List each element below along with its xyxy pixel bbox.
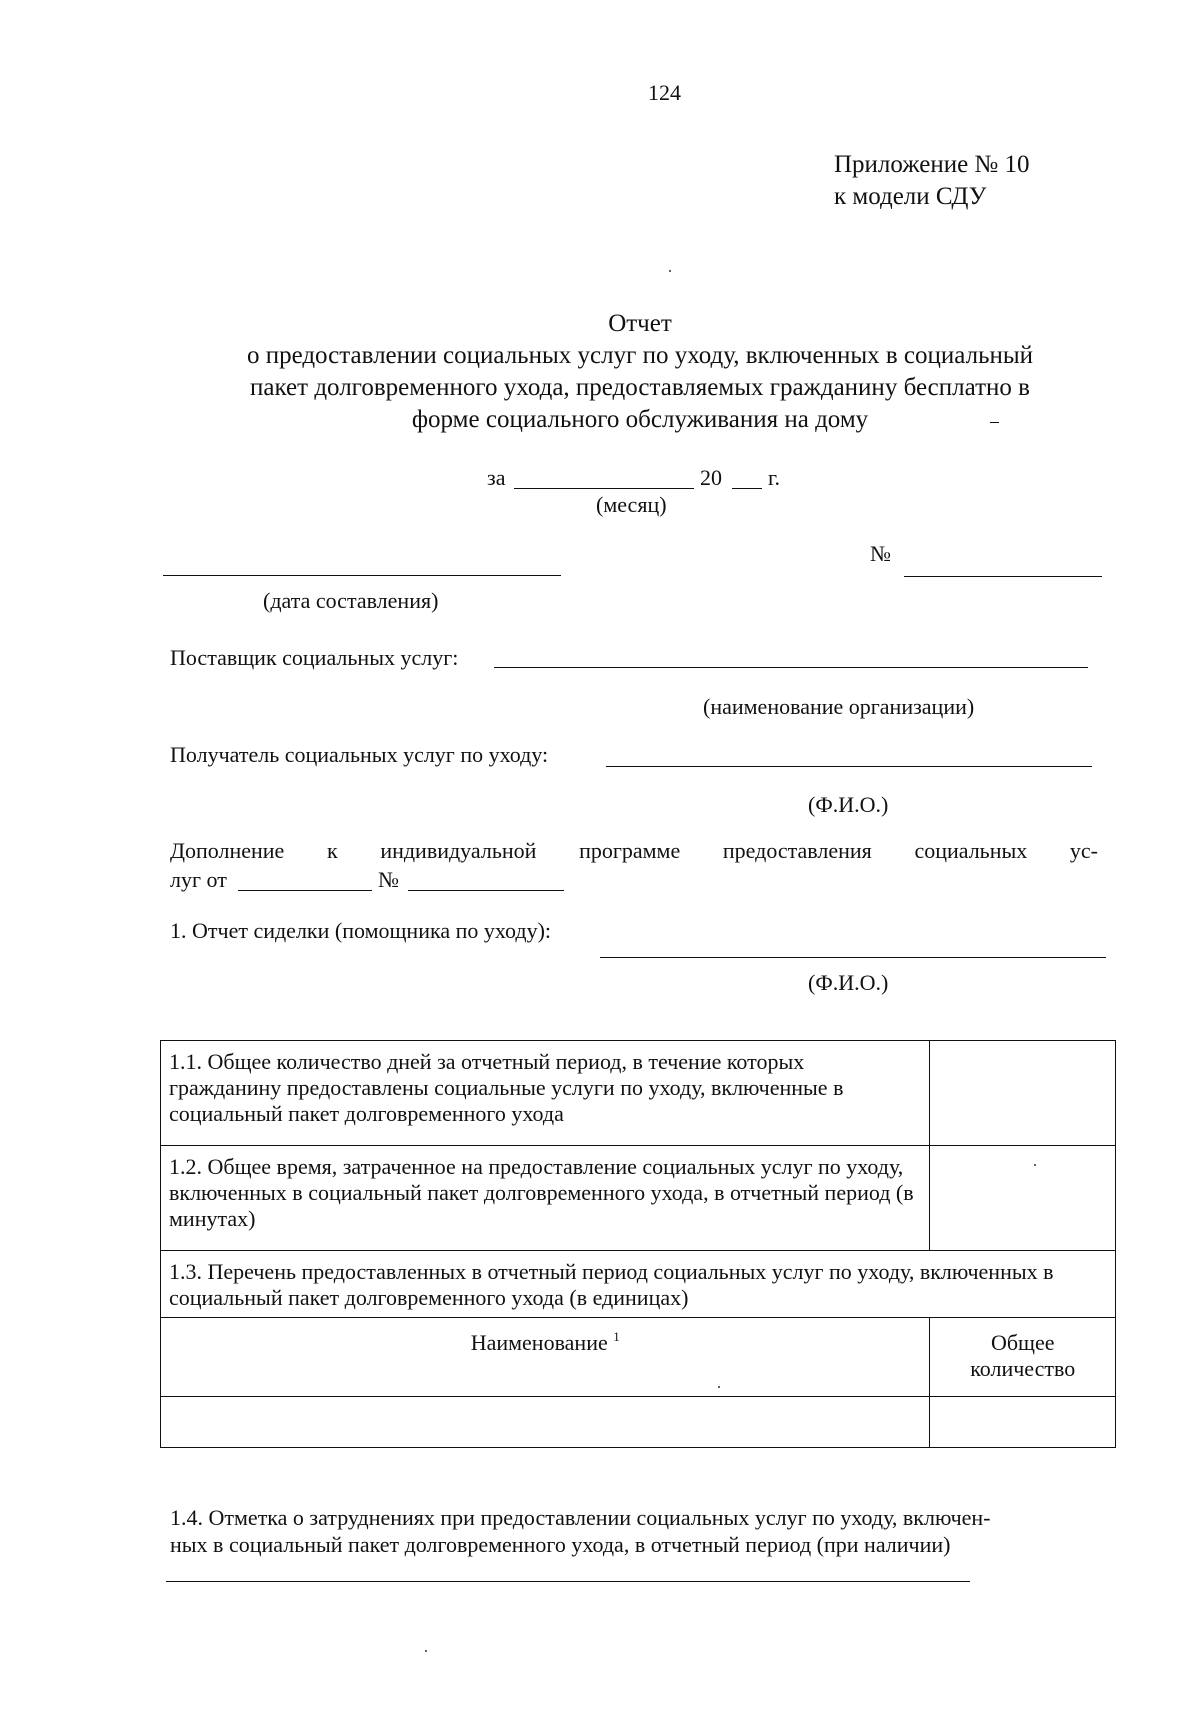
supplement-word: ус-	[1069, 838, 1099, 863]
service-qty-cell[interactable]	[930, 1397, 1116, 1448]
period-prefix: за	[487, 465, 506, 490]
year-field[interactable]	[732, 488, 762, 489]
appendix-block	[834, 149, 1030, 213]
scan-speck	[718, 1386, 720, 1388]
row-1-1-value[interactable]	[930, 1041, 1116, 1146]
table-row	[161, 1251, 1116, 1318]
supplement-date-label: луг от	[170, 867, 227, 892]
recipient-field[interactable]	[606, 766, 1092, 767]
supplement-word: предоставления	[722, 838, 872, 863]
report-table	[160, 1040, 1116, 1448]
report-title-line-4: форме социального обслуживания на дому	[411, 406, 869, 433]
section-1-4-line-1: 1.4. Отметка о затруднениях при предоставлении социальных услуг по уходу, включен-	[170, 1505, 991, 1530]
provider-field[interactable]	[494, 667, 1088, 668]
scan-speck	[425, 1650, 427, 1652]
supplement-number-field[interactable]	[408, 890, 564, 891]
number-field[interactable]	[904, 576, 1102, 577]
supplement-word: Дополнение	[170, 838, 285, 863]
row-1-3-label: 1.3. Перечень предоставленных в отчетный период социальных услуг по уходу, включенных в социальный пакет долговременного ухода (в единицах)	[161, 1251, 1116, 1318]
supplement-date-field[interactable]	[238, 890, 372, 891]
table-row	[161, 1397, 1116, 1448]
service-name-cell[interactable]	[161, 1397, 930, 1448]
supplement-word: программе	[579, 838, 681, 863]
row-1-1-label: 1.1. Общее количество дней за отчетный период, в течение которых гражданину предоставлены социальные услуги по уходу, включенные в социальный пакет долговременного ухода	[161, 1041, 930, 1146]
appendix-line-1: Приложение № 10	[834, 151, 1030, 178]
date-field[interactable]	[163, 575, 561, 576]
appendix-line-2: к модели СДУ	[834, 183, 987, 210]
caregiver-field[interactable]	[600, 957, 1106, 958]
year-suffix: г.	[768, 465, 781, 490]
report-title	[150, 308, 1130, 436]
difficulties-field[interactable]	[166, 1581, 970, 1582]
page-number: 124	[648, 80, 681, 105]
date-caption: (дата составления)	[263, 588, 439, 613]
supplement-line-1	[170, 838, 1098, 864]
scan-speck	[669, 270, 671, 272]
section-1-caption: (Ф.И.О.)	[808, 970, 889, 995]
provider-caption: (наименование организации)	[703, 694, 975, 719]
header-name: Наименование	[470, 1330, 608, 1355]
supplement-number-label: №	[378, 867, 399, 892]
section-1-label: 1. Отчет сиделки (помощника по уходу):	[170, 918, 552, 943]
header-qty: Общее количество	[930, 1318, 1116, 1397]
row-1-2-value[interactable]	[930, 1146, 1116, 1251]
recipient-label: Получатель социальных услуг по уходу:	[170, 742, 549, 767]
row-1-2-label: 1.2. Общее время, затраченное на предоставление социальных услуг по уходу, включенных в социальный пакет долговременного ухода, в отчетный период (в минутах)	[161, 1146, 930, 1251]
table-row	[161, 1146, 1116, 1251]
recipient-caption: (Ф.И.О.)	[808, 792, 889, 817]
report-title-line-3: пакет долговременного ухода, предоставляемых гражданину бесплатно в	[250, 374, 1030, 401]
provider-label: Поставщик социальных услуг:	[170, 645, 459, 670]
month-caption: (месяц)	[596, 492, 667, 517]
supplement-word: к	[326, 838, 338, 863]
supplement-word: индивидуальной	[380, 838, 537, 863]
year-prefix: 20	[700, 465, 722, 490]
report-title-line-2: о предоставлении социальных услуг по уходу, включенных в социальный	[246, 342, 1034, 369]
report-title-line-1: Отчет	[608, 310, 672, 337]
supplement-word: социальных	[914, 838, 1028, 863]
month-field[interactable]	[514, 488, 694, 489]
header-name-footnote: 1	[613, 1329, 620, 1344]
table-header-row	[161, 1318, 1116, 1397]
section-1-4-line-2: ных в социальный пакет долговременного ухода, в отчетный период (при наличии)	[170, 1532, 951, 1557]
number-label: №	[870, 541, 891, 566]
stray-dash-mark	[990, 422, 999, 423]
header-name-cell	[161, 1318, 930, 1397]
table-row	[161, 1041, 1116, 1146]
scan-speck	[1034, 1164, 1036, 1166]
